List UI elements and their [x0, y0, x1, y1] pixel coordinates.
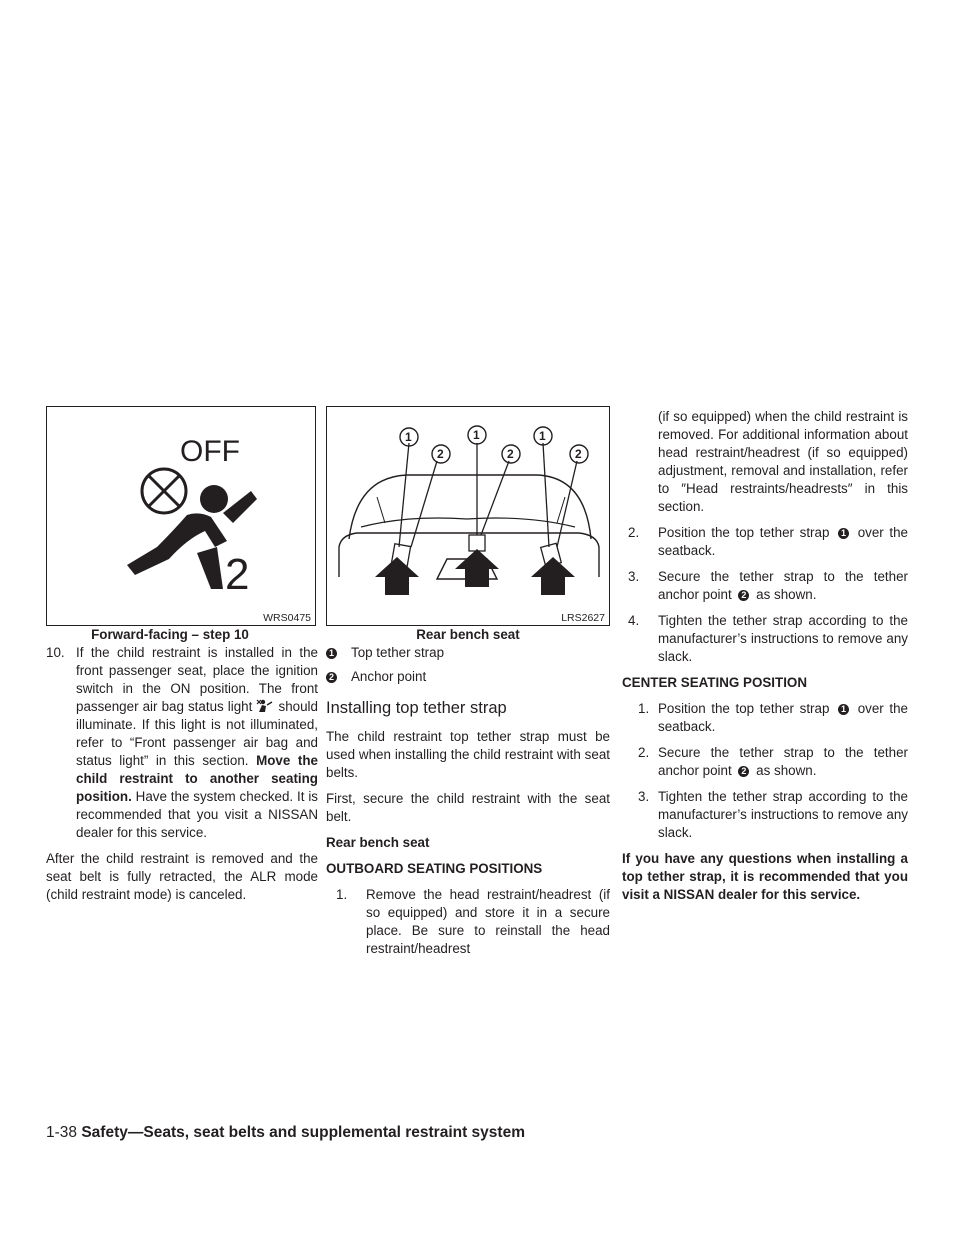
page-footer: [46, 1123, 525, 1143]
item-text: Secure the tether strap to the tether anchor point: [658, 745, 908, 778]
item-text: Remove the head restraint/headrest (if so equipped) and store it in a secure place. Be sure to reinstall the head restraint/headrest: [366, 887, 610, 956]
item-text: Tighten the tether strap according to the manufacturer’s instructions to remove any slack.: [658, 613, 908, 664]
item-text: Position the top tether strap: [658, 525, 830, 540]
list-item: [628, 568, 908, 604]
item-text: Tighten the tether strap according to the manufacturer’s instructions to remove any slack.: [658, 789, 908, 840]
figure-caption: Forward-facing – step 10: [91, 627, 249, 642]
callout-2-icon: 2: [738, 590, 749, 601]
callout-1-icon: 1: [838, 528, 849, 539]
legend-item-1: [326, 644, 610, 662]
legend-label: Top tether strap: [351, 645, 445, 660]
list-item: [628, 700, 908, 736]
air-bag-status-icon: [256, 699, 274, 713]
item-text: as shown.: [756, 587, 817, 602]
list-item: [628, 788, 908, 842]
item-text: Secure the tether strap to the tether anchor point: [658, 569, 908, 602]
off-label: OFF: [180, 435, 240, 468]
callout-1: 1: [473, 428, 480, 442]
final-note: If you have any questions when installing a top tether strap, it is recommended that you visit a NISSAN dealer for this service.: [622, 851, 908, 902]
item-emphasis: Move the child restraint to another seating position.: [76, 753, 318, 804]
callout-1: 1: [405, 430, 412, 444]
item-text: If the child restraint is installed in the front passenger seat, place the ignition switch in the ON position. The front passenger air bag status light: [76, 645, 318, 714]
item-number: 3.: [628, 569, 640, 584]
paragraph-alr-mode: After the child restraint is removed and the seat belt is fully retracted, the ALR mode (child restraint mode) is canceled.: [46, 851, 318, 902]
item-number: 2.: [628, 525, 640, 540]
subheading-outboard: OUTBOARD SEATING POSITIONS: [326, 861, 543, 876]
list-item-10: [46, 644, 318, 842]
callout-2-icon: 2: [326, 672, 337, 683]
paragraph: The child restraint top tether strap must be used when installing the child restraint with seat belts.: [326, 729, 610, 780]
list-item: [628, 524, 908, 560]
callout-2: 2: [507, 447, 514, 461]
callout-2-icon: 2: [738, 766, 749, 777]
column-3: [622, 408, 908, 912]
section-heading: Installing top tether strap: [326, 699, 507, 717]
item-number: 4.: [628, 613, 640, 628]
callout-2: 2: [437, 447, 444, 461]
figure-caption: Rear bench seat: [416, 627, 520, 642]
list-item: [326, 886, 610, 958]
figure-forward-facing: [46, 406, 316, 626]
legend-label: Anchor point: [351, 669, 427, 684]
subheading-center: CENTER SEATING POSITION: [622, 675, 808, 690]
paragraph: First, secure the child restraint with the seat belt.: [326, 791, 610, 824]
figure-code: LRS2627: [561, 612, 605, 624]
item-text: should illuminate. If this light is not illuminated, refer to “Front passenger air bag and status light” in this section.: [76, 699, 318, 768]
item-text: over the seatback.: [658, 525, 908, 558]
paragraph-continued: (if so equipped) when the child restraint is removed. For additional information about head restraint/headrest (if so equipped) adjustment, removal and installation, refer to ″Head restraints/headrests″ in this section.: [658, 409, 908, 514]
rear-bench-illustration: [327, 407, 609, 625]
item-number: 3.: [638, 789, 650, 804]
figure-code: WRS0475: [263, 612, 311, 624]
callout-1: 1: [539, 429, 546, 443]
item-number: 10.: [46, 645, 65, 660]
list-item: [628, 612, 908, 666]
item-number: 2.: [638, 745, 650, 760]
legend-item-2: [326, 668, 610, 686]
figure-rear-bench-seat: [326, 406, 610, 626]
callout-2: 2: [575, 447, 582, 461]
airbag-off-illustration: [47, 407, 315, 625]
section-title: Safety—Seats, seat belts and supplemental restraint system: [81, 1124, 525, 1141]
item-number: 1.: [638, 701, 650, 716]
list-item: [628, 744, 908, 780]
subheading-rear-bench: Rear bench seat: [326, 835, 430, 850]
seat-number: 2: [225, 550, 250, 599]
callout-1-icon: 1: [326, 648, 337, 659]
page-number: 1-38: [46, 1124, 78, 1141]
callout-1-icon: 1: [838, 704, 849, 715]
item-text: Have the system checked. It is recommended that you visit a NISSAN dealer for this service.: [76, 789, 318, 840]
item-text: as shown.: [756, 763, 817, 778]
item-text: over the seatback.: [658, 701, 908, 734]
column-1: [46, 406, 318, 912]
item-number: 1.: [336, 887, 348, 902]
item-text: Position the top tether strap: [658, 701, 830, 716]
column-2: [326, 406, 610, 966]
